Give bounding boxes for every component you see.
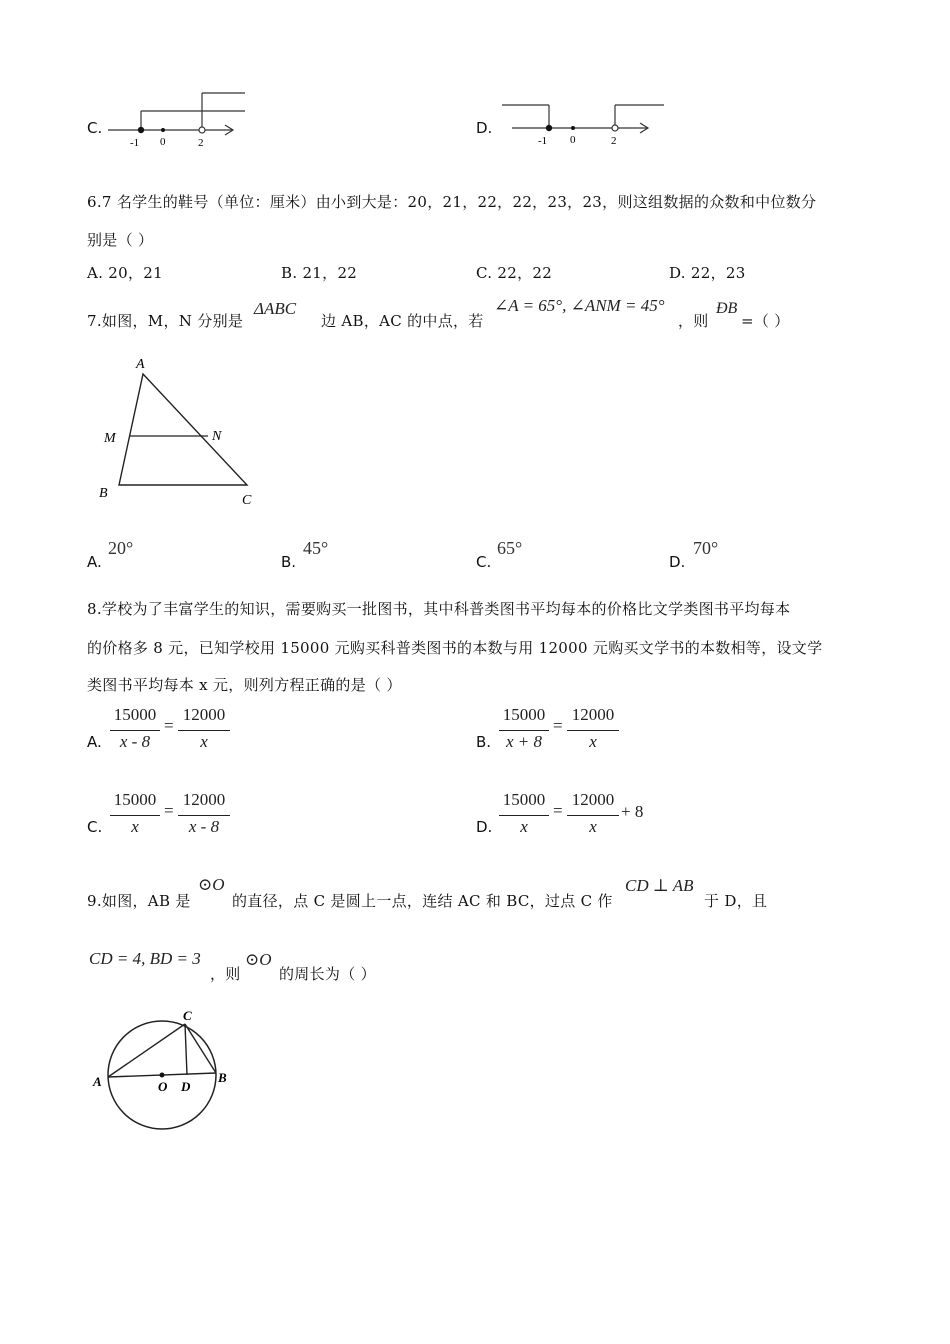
q6-option-d[interactable]: D. 22，23 <box>669 264 746 282</box>
q8-option-b-letter[interactable]: B. <box>476 733 492 751</box>
q6-option-b[interactable]: B. 21，22 <box>281 264 358 282</box>
fraction-numerator: 15000 <box>502 705 546 724</box>
q7-label-c: C <box>242 493 252 508</box>
q7-option-d-value: 70° <box>693 538 719 558</box>
q7-triangle-figure <box>95 350 265 512</box>
q5-option-c-number-line <box>105 88 255 150</box>
q9-circle-figure <box>90 1005 240 1135</box>
q5-c-tick: -1 <box>130 137 140 149</box>
fraction-numerator: 15000 <box>502 790 546 809</box>
q8-option-d-extra: + 8 <box>621 802 644 821</box>
q7-label-b: B <box>99 486 108 501</box>
q7-stem-prefix: 7.如图，M，N 分别是 <box>87 312 244 330</box>
q5-d-tick: -1 <box>538 135 548 147</box>
q7-option-c-letter[interactable]: C. <box>476 553 492 571</box>
q8-option-d-letter[interactable]: D. <box>476 818 493 836</box>
q9-stem-mid: 的直径，点 C 是圆上一点，连结 AC 和 BC，过点 C 作 <box>232 892 613 910</box>
q7-option-c-value: 65° <box>497 538 523 558</box>
q7-triangle-abc: ΔABC <box>254 299 297 318</box>
q5-d-tick: 2 <box>611 135 617 147</box>
q9-stem-prefix: 9.如图，AB 是 <box>87 892 191 910</box>
q7-option-a-value: 20° <box>108 538 134 558</box>
q7-stem-suffix: =（ ） <box>741 312 790 330</box>
fraction-denominator: x <box>520 817 528 836</box>
q9-label-o: O <box>158 1079 168 1094</box>
fraction-numerator: 12000 <box>182 790 226 809</box>
q9-label-b: B <box>218 1070 227 1085</box>
fraction-numerator: 15000 <box>113 790 157 809</box>
q7-angle-b: ÐB <box>716 300 738 317</box>
q5-c-tick: 0 <box>160 136 166 148</box>
q9-circle-o-2: ⊙O <box>245 950 272 969</box>
fraction-denominator: x <box>131 817 139 836</box>
fraction-numerator: 12000 <box>571 790 615 809</box>
q9-stem-then: ，则 <box>210 965 241 983</box>
q5-option-d-label: D. <box>476 119 493 137</box>
q8-stem-line-3: 类图书平均每本 x 元，则列方程正确的是（ ） <box>87 676 402 694</box>
fraction-numerator: 12000 <box>182 705 226 724</box>
fraction-denominator: x <box>589 732 597 751</box>
q5-d-tick: 0 <box>570 134 576 146</box>
q7-label-n: N <box>212 429 222 444</box>
q5-c-tick: 2 <box>198 137 204 149</box>
q5-option-c-label: C. <box>87 119 103 137</box>
q7-stem-mid: 边 AB，AC 的中点，若 <box>321 312 484 330</box>
fraction-numerator: 15000 <box>113 705 157 724</box>
q9-stem-after: 于 D，且 <box>704 892 768 910</box>
q9-circle-o: ⊙O <box>198 875 225 894</box>
fraction-denominator: x - 8 <box>188 817 220 836</box>
q9-label-c: C <box>183 1008 192 1023</box>
q7-option-b-value: 45° <box>303 538 329 558</box>
fraction-denominator: x - 8 <box>119 732 151 751</box>
q5-option-d-number-line <box>498 98 668 150</box>
q8-option-c-letter[interactable]: C. <box>87 818 103 836</box>
q9-label-a: A <box>93 1074 102 1089</box>
fraction-denominator: x <box>589 817 597 836</box>
q6-stem-line-2: 别是（ ） <box>87 231 154 249</box>
q9-given: CD = 4, BD = 3 <box>89 949 201 968</box>
q6-option-a[interactable]: A. 20，21 <box>87 264 163 282</box>
q8-option-a-letter[interactable]: A. <box>87 733 102 751</box>
q7-label-a: A <box>136 357 145 372</box>
q7-label-m: M <box>104 431 116 446</box>
q6-option-c[interactable]: C. 22，22 <box>476 264 553 282</box>
q9-label-d: D <box>181 1079 191 1094</box>
q8-stem-line-1: 8.学校为了丰富学生的知识，需要购买一批图书，其中科普类图书平均每本的价格比文学类图书平均每本 <box>87 600 791 618</box>
q6-stem-line-1: 6.7 名学生的鞋号（单位：厘米）由小到大是：20，21，22，22，23，23，则这组数据的众数和中位数分 <box>87 193 817 211</box>
q7-stem-then: ，则 <box>678 312 709 330</box>
fraction-numerator: 12000 <box>571 705 615 724</box>
q7-option-b-letter[interactable]: B. <box>281 553 297 571</box>
q9-stem-end: 的周长为（ ） <box>279 965 376 983</box>
q7-option-d-letter[interactable]: D. <box>669 553 686 571</box>
q9-perpendicular: CD ⊥ AB <box>625 876 694 895</box>
fraction-denominator: x <box>200 732 208 751</box>
fraction-denominator: x + 8 <box>505 732 543 751</box>
q8-stem-line-2: 的价格多 8 元，已知学校用 15000 元购买科普类图书的本数与用 12000 元购买文学书的本数相等，设文学 <box>87 639 823 657</box>
q7-option-a-letter[interactable]: A. <box>87 553 102 571</box>
q7-angle-condition: ∠A = 65°, ∠ANM = 45° <box>494 296 665 315</box>
